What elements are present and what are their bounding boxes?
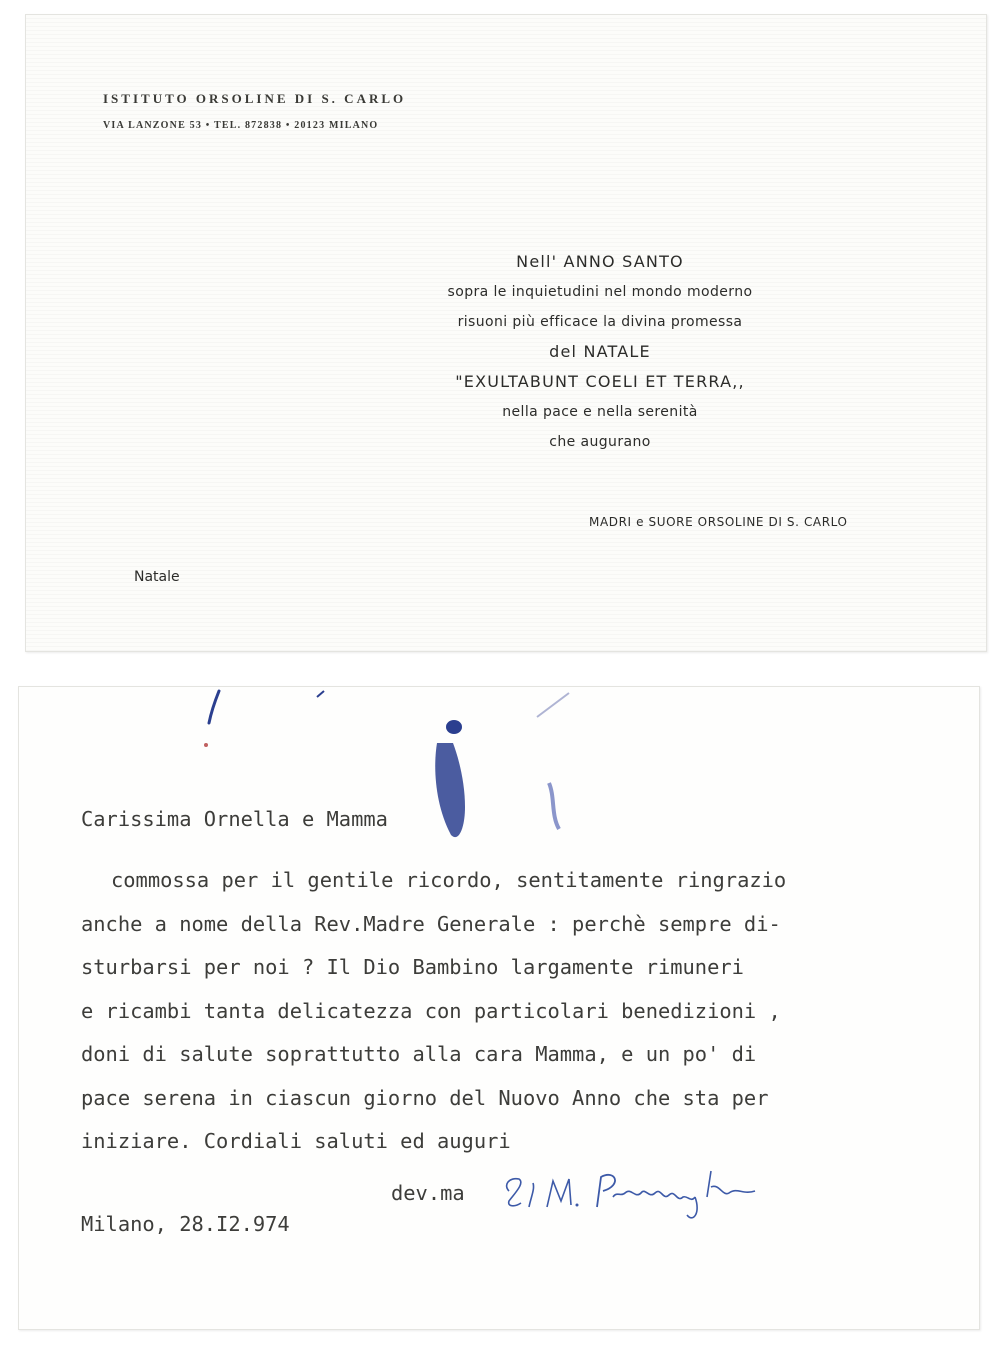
letter-body — [81, 865, 786, 1170]
letter-body-line: anche a nome della Rev.Madre Generale : perchè sempre di- — [81, 911, 781, 936]
greeting-card — [25, 14, 987, 652]
letterhead-address: VIA LANZONE 53 • TEL. 872838 • 20123 MILANO — [103, 120, 379, 131]
greeting-line: risuoni più efficace la divina promessa — [457, 314, 743, 330]
greeting-line: del NATALE — [549, 342, 651, 361]
letter-body-line: sturbarsi per noi ? Il Dio Bambino largamente rimuneri — [81, 955, 744, 979]
letter-salutation: Carissima Ornella e Mamma — [81, 807, 388, 831]
letter-closing: dev.ma — [391, 1181, 465, 1205]
greeting-line: sopra le inquietudini nel mondo moderno — [447, 284, 753, 300]
letter-body-line: e ricambi tanta delicatezza con particolari benedizioni , — [81, 998, 781, 1023]
letter-body-line: doni di salute soprattutto alla cara Mamma, e un po' di — [81, 1042, 757, 1066]
typed-letter-card — [18, 686, 980, 1330]
greeting-line: nella pace e nella serenità — [502, 404, 698, 420]
handwritten-signature — [497, 1157, 777, 1232]
christmas-greeting-message — [400, 247, 800, 457]
greeting-line: Nell' ANNO SANTO — [516, 252, 684, 271]
letter-body-line: iniziare. Cordiali saluti ed auguri — [81, 1129, 511, 1153]
greeting-line: "EXULTABUNT COELI ET TERRA,, — [455, 372, 745, 391]
greeting-line: che augurano — [549, 434, 651, 450]
letter-body-line: commossa per il gentile ricordo, sentitamente ringrazio — [111, 868, 787, 892]
letter-body-line: pace serena in ciascun giorno del Nuovo Anno che sta per — [81, 1085, 769, 1110]
letterhead-institute-name: ISTITUTO ORSOLINE DI S. CARLO — [103, 91, 407, 106]
letter-place-date: Milano, 28.I2.974 — [81, 1212, 290, 1236]
greeting-signers: MADRI e SUORE ORSOLINE DI S. CARLO — [589, 515, 848, 529]
natale-label: Natale — [134, 569, 180, 585]
